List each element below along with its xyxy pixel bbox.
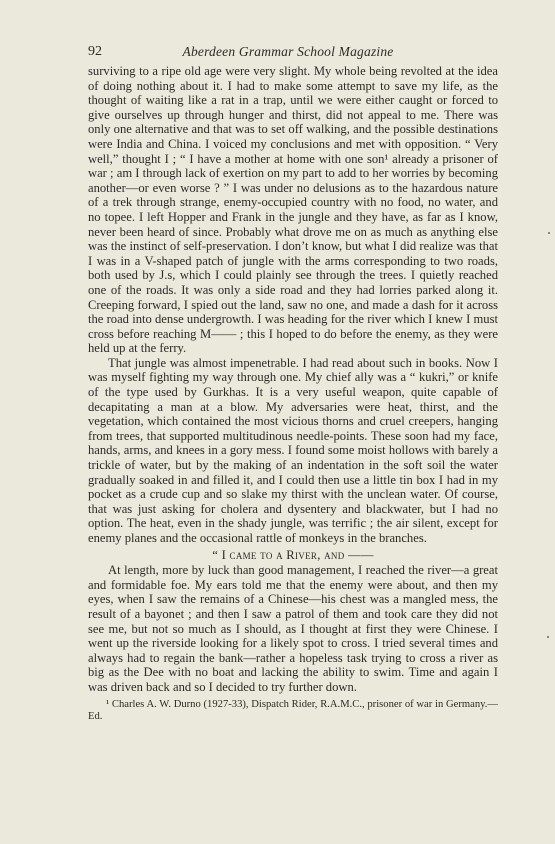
scan-speck: [548, 232, 550, 234]
paragraph-1: surviving to a ripe old age were very slight. My whole being revolted at the idea of doing nothing about it. I had to make some attempt to save my life, as the thought of waiting like a rat in a trap, until we were either caught or forced to give ourselves up through hunger and thirst, did not appeal to me. There was only one alternative and that was to set off walking, and the possible destinations were India and China. I voiced my conclusions and met with opposition. “ Very well,” thought I ; “ I have a mother at home with one son¹ already a prisoner of war ; am I through lack of exertion on my part to add to her worries by becoming another—or even worse ? ” I was under no delusions as to the hazardous nature of a trek through strange, enemy-occupied country with no food, no water, and no topee. I left Hopper and Frank in the jungle and they have, as far as I know, never been heard of since. Probably what drove me on as much as anything else was the instinct of self-preservation. I don’t know, but what I did realize was that I was in a V-shaped patch of jungle with the arms corresponding to two roads, both used by J.s, which I could plainly see through the trees. I quietly reached one of the roads. It was only a side road and they had lorries parked along it. Creeping forward, I spied out the land, saw no one, and made a dash for it across the road into dense undergrowth. I was heading for the river which I knew I must cross before reaching M—— ; this I hoped to do before the enemy, as they were held up at the ferry.: [88, 64, 498, 356]
scan-speck: [547, 636, 549, 638]
running-title: Aberdeen Grammar School Magazine: [182, 44, 394, 59]
section-heading: “ I came to a River, and ——: [212, 547, 374, 562]
paragraph-2: That jungle was almost impenetrable. I had read about such in books. Now I was myself fighting my way through one. My chief ally was a “ kukri,” or knife of the type used by Gurkhas. It is a very useful weapon, quite capable of decapitating a man at a blow. My adversaries were heat, thirst, and the vegetation, which contained the most vicious thorns and cruel creepers, hanging from trees, that supported multitudinous needle-points. These soon had my face, hands, arms, and knees in a gory mess. I found some moist hollows with barely a trickle of water, but by the making of an indentation in the soft soil the water gradually soaked in and filled it, and I could then use a little tin box I had in my pocket as a crude cup and so slake my thirst with the unclean water. Of course, that was just asking for cholera and dysentery and blackwater, but I had no option. The heat, even in the shady jungle, was terrific ; the air silent, except for enemy planes and the occasional rattle of monkeys in the branches.: [88, 355, 498, 545]
page-header: [88, 44, 488, 62]
paragraph-3: At length, more by luck than good management, I reached the river—a great and formidable foe. My ears told me that the enemy were about, and then my eyes, when I saw the remains of a Chinese—his chest was a mangled mess, the result of a bayonet ; and then I saw a patrol of them and took care they did not see me, but not so much as I should, as I thought at first they were Chinese. I went up the riverside looking for a likely spot to cross. I tried several times and always had to regain the bank—rather a hopeless task trying to cross a river as big as the Dee with no boat and lacking the ability to swim. Time and again I was driven back and so I decided to try further down.: [88, 563, 498, 694]
article-body: [88, 64, 498, 723]
page-number: 92: [88, 44, 102, 59]
footnote: ¹ Charles A. W. Durno (1927-33), Dispatch Rider, R.A.M.C., prisoner of war in Germany.—Ed.: [88, 698, 498, 722]
